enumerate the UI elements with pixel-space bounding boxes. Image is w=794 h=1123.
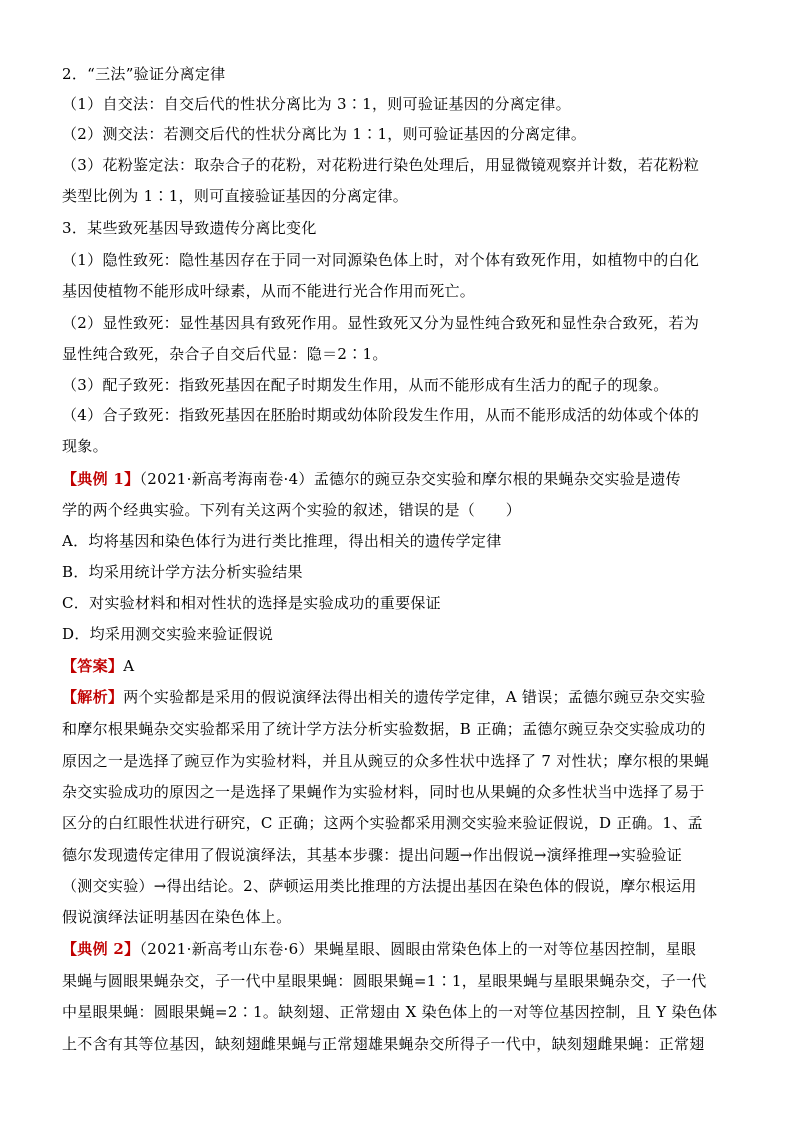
section2-item-3: （3）花粉鉴定法：取杂合子的花粉，对花粉进行染色处理后，用显微镜观察并计数，若花粉粒: [62, 156, 700, 174]
example1-analysis-line-5: 区分的白红眼性状进行研究，C 正确；这两个实验都采用测交实验来验证假说，D 正确。1、孟: [62, 814, 703, 832]
example1-tag: 【典例 1】: [62, 470, 140, 488]
example1-analysis-line-8: 假说演绎法证明基因在染色体上。: [62, 908, 292, 926]
example2-stem-line-2: 果蝇与圆眼果蝇杂交，子一代中星眼果蝇：圆眼果蝇=1∶1，星眼果蝇与星眼果蝇杂交，子一代: [62, 972, 707, 990]
section3-item-2: （2）显性致死：显性基因具有致死作用。显性致死又分为显性纯合致死和显性杂合致死，若为: [62, 314, 700, 332]
section3-item-1: （1）隐性致死：隐性基因存在于同一对同源染色体上时，对个体有致死作用，如植物中的白化: [62, 251, 700, 269]
section2-title: 2．“三法”验证分离定律: [62, 65, 226, 83]
section3-item-2-cont: 显性纯合致死，杂合子自交后代显：隐＝2∶1。: [62, 345, 388, 363]
section3-title: 3．某些致死基因导致遗传分离比变化: [62, 219, 317, 237]
example2-tag: 【典例 2】: [62, 940, 140, 958]
analysis-text: 两个实验都是采用的假说演绎法得出相关的遗传学定律，A 错误；孟德尔豌豆杂交实验: [123, 688, 706, 706]
example2-stem-line-1: [62, 939, 734, 959]
example2-stem-line-3: 中星眼果蝇：圆眼果蝇=2∶1。缺刻翅、正常翅由 X 染色体上的一对等位基因控制，且 Y 染色体: [62, 1003, 718, 1021]
example1-analysis-line-4: 杂交实验成功的原因之一是选择了果蝇作为实验材料，同时也从果蝇的众多性状当中选择了易于: [62, 783, 705, 801]
example1-answer-line: [62, 656, 734, 676]
section3-item-3: （3）配子致死：指致死基因在配子时期发生作用，从而不能形成有生活力的配子的现象。: [62, 376, 669, 394]
analysis-tag: 【解析】: [62, 688, 124, 706]
answer-value: A: [123, 657, 135, 675]
example1-analysis-line-7: （测交实验）→得出结论。2、萨顿运用类比推理的方法提出基因在染色体的假说，摩尔根运用: [62, 877, 697, 895]
section2-item-1: （1）自交法：自交后代的性状分离比为 3∶1，则可验证基因的分离定律。: [62, 95, 571, 113]
example1-stem: （2021·新高考海南卷·4）孟德尔的豌豆杂交实验和摩尔根的果蝇杂交实验是遗传: [139, 470, 681, 488]
example1-option-a: A．均将基因和染色体行为进行类比推理，得出相关的遗传学定律: [62, 532, 502, 550]
section3-item-1-cont: 基因使植物不能形成叶绿素，从而不能进行光合作用而死亡。: [62, 282, 476, 300]
example1-option-c: C．对实验材料和相对性状的选择是实验成功的重要保证: [62, 594, 441, 612]
section3-item-4-cont: 现象。: [62, 437, 108, 455]
example1-option-d: D．均采用测交实验来验证假说: [62, 625, 274, 643]
section3-item-4: （4）合子致死：指致死基因在胚胎时期或幼体阶段发生作用，从而不能形成活的幼体或个体的: [62, 406, 700, 424]
section2-item-3-cont: 类型比例为 1∶1，则可直接验证基因的分离定律。: [62, 187, 409, 205]
example1-option-b: B．均采用统计学方法分析实验结果: [62, 563, 303, 581]
example2-stem: （2021·新高考山东卷·6）果蝇星眼、圆眼由常染色体上的一对等位基因控制，星眼: [139, 940, 697, 958]
section2-item-2: （2）测交法：若测交后代的性状分离比为 1∶1，则可验证基因的分离定律。: [62, 125, 587, 143]
example1-stem-line-1: [62, 469, 734, 489]
example1-analysis-line-6: 德尔发现遗传定律用了假说演绎法，其基本步骤：提出问题→作出假说→演绎推理→实验验证: [62, 846, 683, 864]
example1-stem-line-2: 学的两个经典实验。下列有关这两个实验的叙述，错误的是（ ）: [62, 501, 522, 519]
example1-analysis-line-2: 和摩尔根果蝇杂交实验都采用了统计学方法分析实验数据，B 正确；孟德尔豌豆杂交实验成功的: [62, 720, 706, 738]
example1-analysis-line-3: 原因之一是选择了豌豆作为实验材料，并且从豌豆的众多性状中选择了 7 对性状；摩尔根的果蝇: [62, 752, 710, 770]
example2-stem-line-4: 上不含有其等位基因，缺刻翅雌果蝇与正常翅雄果蝇杂交所得子一代中，缺刻翅雌果蝇：正常翅: [62, 1035, 705, 1053]
example1-analysis-line-1: [62, 687, 734, 707]
answer-tag: 【答案】: [62, 657, 124, 675]
